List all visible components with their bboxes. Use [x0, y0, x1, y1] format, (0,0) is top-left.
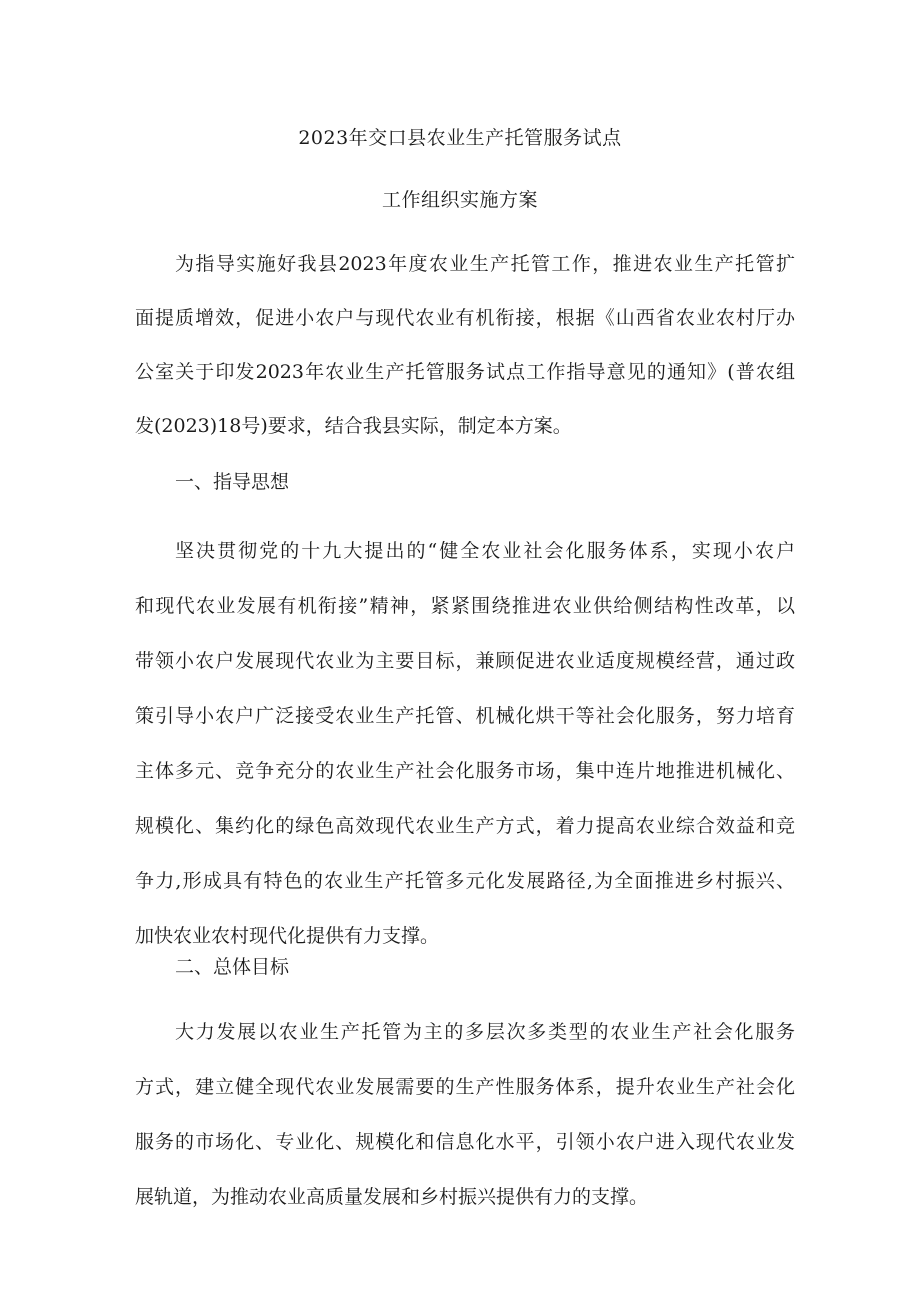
intro-line: 发(2023)18号)要求，结合我县实际，制定本方案。 [135, 415, 572, 437]
section-1-heading: 一、指导思想 [175, 471, 290, 493]
intro-paragraph [135, 251, 795, 439]
document-title-line-1: 2023年交口县农业生产托管服务试点 [298, 127, 622, 149]
intro-line: 为指导实施好我县2023年度农业生产托管工作，推进农业生产托管扩 [175, 253, 795, 275]
section-1-paragraph [135, 538, 795, 949]
section-2-line: 展轨道，为推动农业高质量发展和乡村振兴提供有力的支撑。 [135, 1186, 649, 1208]
section-1-line: 坚决贯彻党的十九大提出的“健全农业社会化服务体系，实现小农户 [175, 540, 795, 562]
section-2-line: 大力发展以农业生产托管为主的多层次多类型的农业生产社会化服务 [175, 1021, 795, 1043]
intro-line: 面提质增效，促进小农户与现代农业有机衔接，根据《山西省农业农村厅办 [135, 307, 795, 329]
section-1-line: 规模化、集约化的绿色高效现代农业生产方式，着力提高农业综合效益和竞 [135, 815, 795, 837]
intro-line: 公室关于印发2023年农业生产托管服务试点工作指导意见的通知》(普农组 [135, 361, 795, 383]
section-1-line: 策引导小农户广泛接受农业生产托管、机械化烘干等社会化服务，努力培育 [135, 705, 795, 727]
section-2-line: 服务的市场化、专业化、规模化和信息化水平，引领小农户进入现代农业发 [135, 1131, 795, 1153]
section-1-line: 争力,形成具有特色的农业生产托管多元化发展路径,为全面推进乡村振兴、 [135, 870, 795, 892]
section-1-line: 和现代农业发展有机衔接”精神，紧紧围绕推进农业供给侧结构性改革，以 [135, 595, 795, 617]
section-2-line: 方式，建立健全现代农业发展需要的生产性服务体系，提升农业生产社会化 [135, 1076, 795, 1098]
section-1-line: 主体多元、竞争充分的农业生产社会化服务市场，集中连片地推进机械化、 [135, 760, 795, 782]
document-title-line-2: 工作组织实施方案 [381, 189, 538, 211]
section-1-line: 带领小农户发展现代农业为主要目标，兼顾促进农业适度规模经营，通过政 [135, 650, 795, 672]
section-2-paragraph [135, 1019, 795, 1210]
section-2-heading: 二、总体目标 [175, 956, 290, 978]
section-1-line: 加快农业农村现代化提供有力支撑。 [135, 925, 440, 947]
